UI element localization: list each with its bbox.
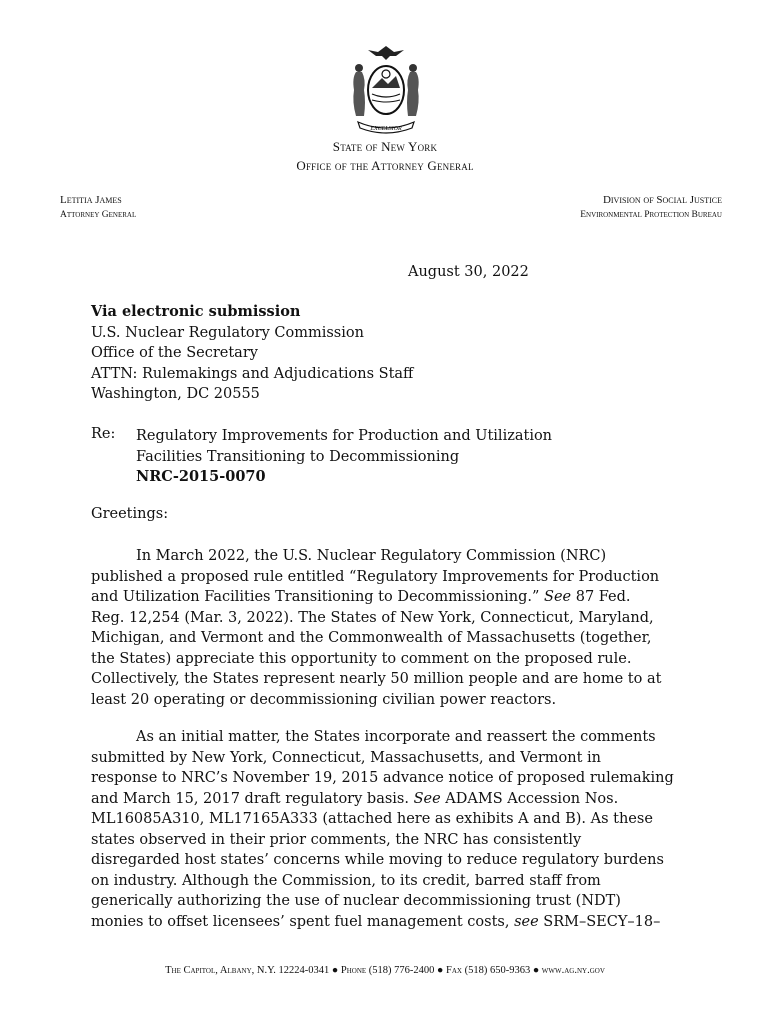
text-line: submitted by New York, Connecticut, Massachusetts, and Vermont in <box>91 749 602 766</box>
letterhead-footer: The Capitol, Albany, N.Y. 12224-0341 ● Phone (518) 776-2400 ● Fax (518) 650-9363 ● www.ag.ny.gov <box>165 965 605 976</box>
text-line: generically authorizing the use of nuclear decommissioning trust (NDT) <box>91 893 621 909</box>
text-line: In March 2022, the U.S. Nuclear Regulatory Commission (NRC) <box>136 548 607 564</box>
text-line: published a proposed rule entitled “Regulatory Improvements for Production <box>91 568 660 585</box>
address-line: Washington, DC 20555 <box>91 386 260 402</box>
text-line: Michigan, and Vermont and the Commonwealth of Massachusetts (together, <box>91 630 652 646</box>
text-line: ML16085A310, ML17165A333 (attached here as exhibits A and B). As these <box>91 811 653 827</box>
letterhead-left <box>60 193 136 223</box>
text-line: response to NRC’s November 19, 2015 advance notice of proposed rulemaking <box>91 770 674 786</box>
re-label: Re: <box>91 426 116 442</box>
address-line: ATTN: Rulemakings and Adjudications Staff <box>91 365 414 382</box>
greeting: Greetings: <box>91 506 169 522</box>
text-line: and Utilization Facilities Transitioning to Decommissioning.” See 87 Fed. <box>91 589 631 605</box>
text-line: As an initial matter, the States incorporate and reassert the comments <box>136 729 656 745</box>
text-line: states observed in their prior comments, the NRC has consistently <box>91 831 582 848</box>
division-name: Division of Social Justice <box>602 194 722 206</box>
state-heading: State of New York <box>332 139 438 154</box>
recipient-address <box>91 302 413 405</box>
office-heading: Office of the Attorney General <box>296 158 474 173</box>
attorney-title: Attorney General <box>60 210 137 220</box>
text-line: disregarded host states’ concerns while moving to reduce regulatory burdens <box>91 852 664 868</box>
text-line: on industry. Although the Commission, to its credit, barred staff from <box>91 872 601 889</box>
letterhead-right <box>580 193 722 223</box>
seal-motto: EXCELSIOR <box>370 126 402 132</box>
subject-text: Facilities Transitioning to Decommissioning <box>136 448 460 465</box>
new-york-state-seal-icon <box>338 42 434 138</box>
subject-text: Regulatory Improvements for Production and Utilization <box>136 428 553 444</box>
text-line: Reg. 12,254 (Mar. 3, 2022). The States of New York, Connecticut, Maryland, <box>91 609 654 626</box>
text-line: Collectively, the States represent nearly 50 million people and are home to at <box>91 671 662 687</box>
address-line: U.S. Nuclear Regulatory Commission <box>91 324 364 341</box>
text-line: and March 15, 2017 draft regulatory basis. See ADAMS Accession Nos. <box>91 790 619 807</box>
attorney-name: Letitia James <box>60 194 122 206</box>
body-paragraph-1 <box>91 546 681 710</box>
text-line: the States) appreciate this opportunity to comment on the proposed rule. <box>91 650 632 667</box>
delivery-method: Via electronic submission <box>91 303 301 320</box>
docket-number: NRC-2015-0070 <box>136 468 266 485</box>
body-paragraph-2 <box>91 727 681 932</box>
text-line: least 20 operating or decommissioning civilian power reactors. <box>91 691 557 708</box>
subject-line <box>136 426 596 488</box>
text-line: monies to offset licensees’ spent fuel management costs, see SRM–SECY–18– <box>91 913 661 930</box>
address-line: Office of the Secretary <box>91 345 258 361</box>
bureau-name: Environmental Protection Bureau <box>580 210 722 220</box>
letter-date: August 30, 2022 <box>408 264 529 280</box>
